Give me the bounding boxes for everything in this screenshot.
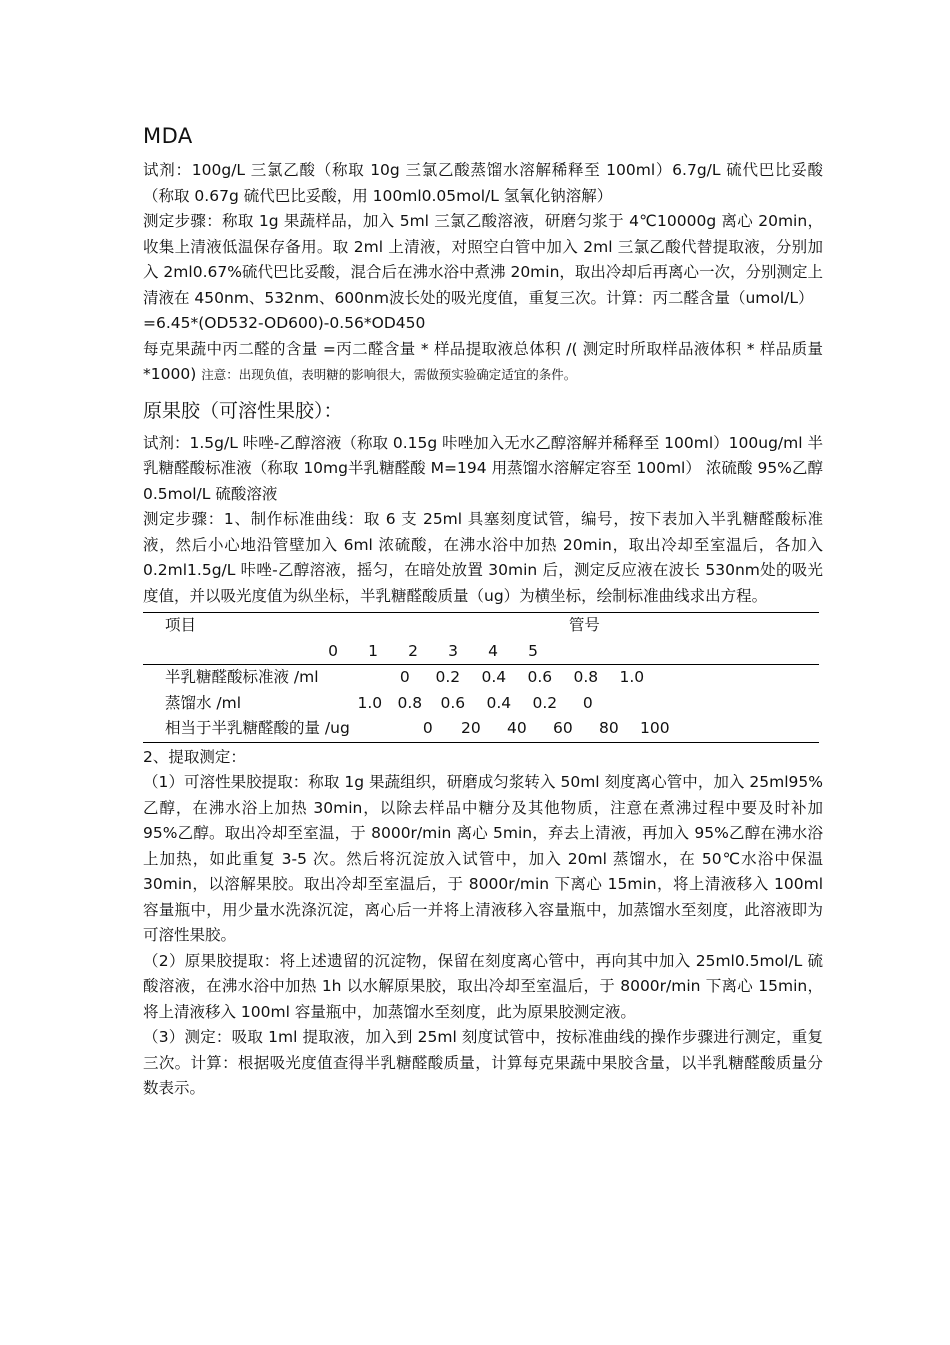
cell: 0.6 <box>440 693 466 712</box>
cell: 0.6 <box>527 668 553 686</box>
pectin-heading: 原果胶（可溶性果胶）： <box>143 399 343 422</box>
tube-number: 5 <box>528 641 538 660</box>
cell: 0.8 <box>397 693 423 712</box>
row-values <box>350 691 819 717</box>
pectin-reagents: 试剂：1.5g/L 咔唑-乙醇溶液（称取 0.15g 咔唑加入无水乙醇溶解并稀释至 100ml）100ug/ml 半乳糖醛酸标准液（称取 10mg半乳糖醛酸 M=194 用蒸馏水溶解定容至 100ml） 浓硫酸 95%乙醇 0.5mol/L 硫酸溶液 <box>143 433 823 503</box>
pectin-measurement: （3）测定：吸取 1ml 提取液，加入到 25ml 刻度试管中，按标准曲线的操作步骤进行测定，重复三次。计算：根据吸光度值查得半乳糖醛酸质量，计算每克果蔬中果胶含量，以半乳糖醛酸质量分数表示。 <box>143 1028 823 1097</box>
table-row <box>143 691 819 717</box>
table-tube-number-row <box>143 639 819 665</box>
cell: 1.0 <box>357 693 383 712</box>
pectin-procedure: 测定步骤：1、制作标准曲线：取 6 支 25ml 具塞刻度试管，编号，按下表加入半乳糖醛酸标准液，然后小心地沿管壁加入 6ml 浓硫酸，在沸水浴中加热 20min，取出冷却至室温后，各加入 0.2ml1.5g/L 咔唑-乙醇溶液，摇匀，在暗处放置 30min 后，测定反应液在波长 530nm处的吸光度值，并以吸光度值为纵坐标，半乳糖醛酸质量（ug）为横坐标，绘制标准曲线求出方程。 <box>143 510 823 605</box>
row-values <box>350 716 819 742</box>
row-values <box>350 665 819 691</box>
table-header-item: 项目 <box>143 613 350 639</box>
cell: 0 <box>582 693 593 712</box>
tube-numbers <box>143 639 819 665</box>
tube-number: 4 <box>488 641 498 660</box>
mda-reagents: 试剂：100g/L 三氯乙酸（称取 10g 三氯乙酸蒸馏水溶解稀释至 100ml）6.7g/L 硫代巴比妥酸（称取 0.67g 硫代巴比妥酸，用 100ml0.05mol/L 氢氧化钠溶解） <box>143 161 823 205</box>
table-row <box>143 665 819 691</box>
mda-per-gram-formula <box>143 337 823 388</box>
protopectin-extraction: （2）原果胶提取：将上述遗留的沉淀物，保留在刻度离心管中，再向其中加入 25ml0.5mol/L 硫酸溶液，在沸水浴中加热 1h 以水解原果胶，取出冷却至室温后，于 8000r/min 下离心 15min，将上清液移入 100ml 容量瓶中，加蒸馏水至刻度，此为原果胶测定液。 <box>143 951 823 1021</box>
cell: 80 <box>598 719 619 737</box>
row-label: 蒸馏水 /ml <box>165 693 242 712</box>
cell: 0 <box>399 668 410 686</box>
tube-number: 1 <box>368 641 378 660</box>
document-body <box>143 124 823 1102</box>
cell: 100 <box>640 719 670 737</box>
mda-per-gram-text: 每克果蔬中丙二醛的含量 =丙二醛含量 * 样品提取液总体积 /( 测定时所取样品液体积 * 样品质量 *1000) <box>143 339 823 383</box>
table-row <box>143 716 819 742</box>
soluble-pectin-extraction: （1）可溶性果胶提取：称取 1g 果蔬组织，研磨成匀浆转入 50ml 刻度离心管中，加入 25ml95%乙醇，在沸水浴上加热 30min，以除去样品中糖分及其他物质，注意在煮沸过程中要及时补加 95%乙醇。取出冷却至室温，于 8000r/min 离心 5min，弃去上清液，再加入 95%乙醇在沸水浴上加热，如此重复 3-5 次。然后将沉淀放入试管中，加入 20ml 蒸馏水，在 50℃水浴中保温 30min，以溶解果胶。取出冷却至室温后，于 8000r/min 下离心 15min，将上清液移入 100ml 容量瓶中，用少量水洗涤沉淀，离心后一并将上清液移入容量瓶中，加蒸馏水至刻度，此溶液即为可溶性果胶。 <box>143 773 823 944</box>
row-label: 相当于半乳糖醛酸的量 /ug <box>143 716 350 742</box>
cell: 40 <box>506 719 527 737</box>
cell: 0.2 <box>532 693 558 712</box>
cell: 0.4 <box>486 693 512 712</box>
cell: 60 <box>552 719 573 737</box>
table-header-tubes: 管号 <box>350 613 819 639</box>
cell: 1.0 <box>619 668 645 686</box>
cell: 0.2 <box>435 668 461 686</box>
tube-number: 0 <box>328 641 338 660</box>
mda-note: 注意：出现负值，表明糖的影响很大，需做预实验确定适宜的条件。 <box>201 367 577 382</box>
extraction-heading: 2、提取测定： <box>143 747 246 766</box>
mda-formula: =6.45*(OD532-OD600)-0.56*OD450 <box>143 314 426 332</box>
tube-number: 2 <box>408 641 418 660</box>
tube-number: 3 <box>448 641 458 660</box>
table-header-row <box>143 613 819 639</box>
mda-procedure: 测定步骤：称取 1g 果蔬样品，加入 5ml 三氯乙酸溶液，研磨匀浆于 4℃10000g 离心 20min，收集上清液低温保存备用。取 2ml 上清液，对照空白管中加入 2ml 三氯乙酸代替提取液，分别加入 2ml0.67%硫代巴比妥酸，混合后在沸水浴中煮沸 20min，取出冷却后再离心一次，分别测定上清液在 450nm、532nm、600nm波长处的吸光度值，重复三次。计算：丙二醛含量（umol/L） <box>143 212 823 307</box>
cell: 0.8 <box>573 668 599 686</box>
standard-curve-table <box>143 612 819 743</box>
row-label: 半乳糖醛酸标准液 /ml <box>143 665 350 691</box>
mda-heading: MDA <box>143 124 193 148</box>
cell: 0.4 <box>481 668 507 686</box>
cell: 20 <box>460 719 481 737</box>
cell: 0 <box>422 719 433 737</box>
